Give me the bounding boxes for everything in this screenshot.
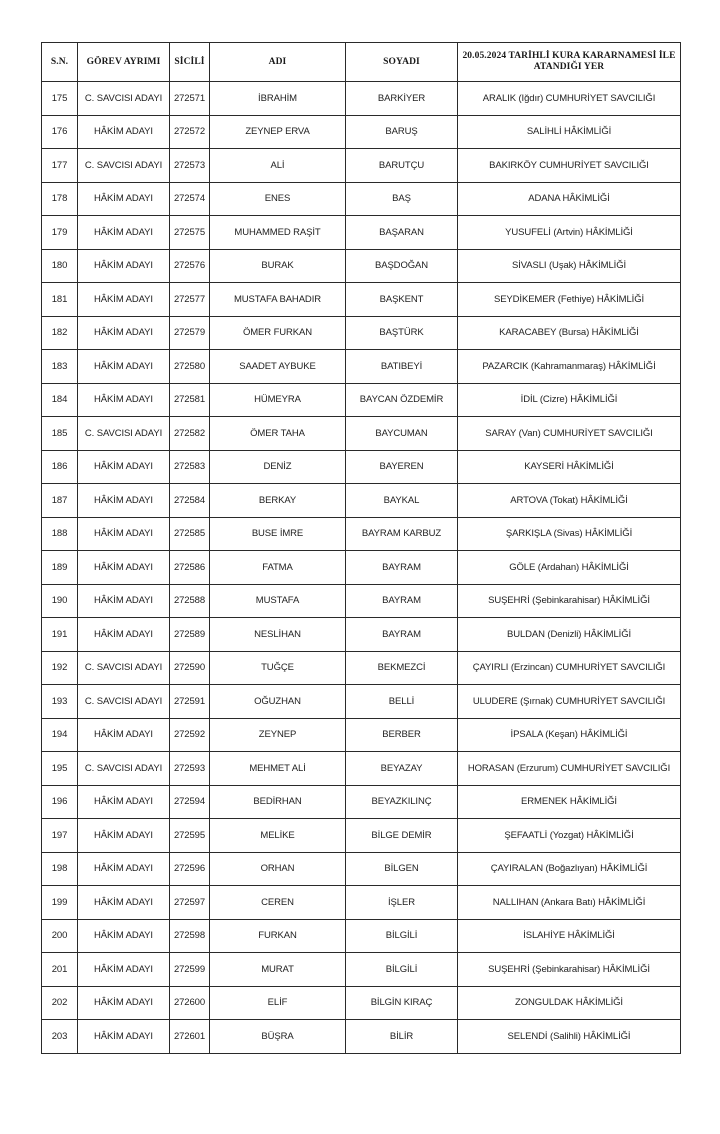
- cell-sicili: 272591: [170, 685, 210, 719]
- cell-sn: 184: [42, 383, 78, 417]
- cell-gorev-ayrimi: C. SAVCISI ADAYI: [78, 685, 170, 719]
- cell-gorev-ayrimi: HÂKİM ADAYI: [78, 919, 170, 953]
- cell-soyadi: BAYCAN ÖZDEMİR: [346, 383, 458, 417]
- cell-gorev-ayrimi: HÂKİM ADAYI: [78, 886, 170, 920]
- cell-atandigi-yer: SARAY (Van) CUMHURİYET SAVCILIĞI: [458, 417, 681, 451]
- cell-atandigi-yer: İSLAHİYE HÂKİMLİĞİ: [458, 919, 681, 953]
- cell-sn: 175: [42, 82, 78, 116]
- table-row: [42, 417, 681, 451]
- table-row: [42, 752, 681, 786]
- cell-atandigi-yer: ARALIK (Iğdır) CUMHURİYET SAVCILIĞI: [458, 82, 681, 116]
- cell-sicili: 272586: [170, 551, 210, 585]
- cell-sicili: 272573: [170, 149, 210, 183]
- cell-atandigi-yer: SUŞEHRİ (Şebinkarahisar) HÂKİMLİĞİ: [458, 953, 681, 987]
- cell-adi: TUĞÇE: [210, 651, 346, 685]
- cell-soyadi: BAŞARAN: [346, 216, 458, 250]
- cell-sicili: 272589: [170, 618, 210, 652]
- cell-adi: CEREN: [210, 886, 346, 920]
- cell-sn: 179: [42, 216, 78, 250]
- cell-adi: MUHAMMED RAŞİT: [210, 216, 346, 250]
- cell-adi: HÜMEYRA: [210, 383, 346, 417]
- cell-sn: 180: [42, 249, 78, 283]
- cell-soyadi: BAYEREN: [346, 450, 458, 484]
- table-row: [42, 249, 681, 283]
- table-row: [42, 517, 681, 551]
- cell-adi: ZEYNEP: [210, 718, 346, 752]
- table-row: [42, 350, 681, 384]
- cell-adi: ÖMER FURKAN: [210, 316, 346, 350]
- cell-sn: 201: [42, 953, 78, 987]
- cell-soyadi: BARUŞ: [346, 115, 458, 149]
- cell-sicili: 272571: [170, 82, 210, 116]
- cell-sicili: 272600: [170, 986, 210, 1020]
- cell-soyadi: BAŞ: [346, 182, 458, 216]
- cell-sn: 192: [42, 651, 78, 685]
- cell-sicili: 272599: [170, 953, 210, 987]
- cell-sicili: 272583: [170, 450, 210, 484]
- cell-sn: 196: [42, 785, 78, 819]
- cell-atandigi-yer: İPSALA (Keşan) HÂKİMLİĞİ: [458, 718, 681, 752]
- cell-adi: ALİ: [210, 149, 346, 183]
- cell-atandigi-yer: SALİHLİ HÂKİMLİĞİ: [458, 115, 681, 149]
- appointment-table: [41, 42, 681, 1054]
- cell-atandigi-yer: SELENDİ (Salihli) HÂKİMLİĞİ: [458, 1020, 681, 1054]
- cell-sicili: 272595: [170, 819, 210, 853]
- cell-sicili: 272601: [170, 1020, 210, 1054]
- header-adi: ADI: [210, 43, 346, 82]
- cell-atandigi-yer: SEYDİKEMER (Fethiye) HÂKİMLİĞİ: [458, 283, 681, 317]
- cell-gorev-ayrimi: HÂKİM ADAYI: [78, 785, 170, 819]
- cell-sn: 188: [42, 517, 78, 551]
- cell-sn: 203: [42, 1020, 78, 1054]
- cell-atandigi-yer: ÇAYIRLI (Erzincan) CUMHURİYET SAVCILIĞI: [458, 651, 681, 685]
- cell-sn: 177: [42, 149, 78, 183]
- cell-sn: 176: [42, 115, 78, 149]
- table-row: [42, 484, 681, 518]
- cell-sicili: 272582: [170, 417, 210, 451]
- cell-adi: NESLİHAN: [210, 618, 346, 652]
- cell-sicili: 272593: [170, 752, 210, 786]
- cell-gorev-ayrimi: HÂKİM ADAYI: [78, 450, 170, 484]
- table-row: [42, 383, 681, 417]
- cell-sn: 202: [42, 986, 78, 1020]
- cell-atandigi-yer: BULDAN (Denizli) HÂKİMLİĞİ: [458, 618, 681, 652]
- cell-sn: 193: [42, 685, 78, 719]
- cell-soyadi: BARKİYER: [346, 82, 458, 116]
- cell-gorev-ayrimi: HÂKİM ADAYI: [78, 718, 170, 752]
- cell-soyadi: BATIBEYİ: [346, 350, 458, 384]
- cell-soyadi: İŞLER: [346, 886, 458, 920]
- cell-adi: ELİF: [210, 986, 346, 1020]
- cell-soyadi: BİLGİLİ: [346, 953, 458, 987]
- cell-adi: MUSTAFA BAHADIR: [210, 283, 346, 317]
- cell-soyadi: BAŞTÜRK: [346, 316, 458, 350]
- cell-sicili: 272598: [170, 919, 210, 953]
- table-row: [42, 316, 681, 350]
- cell-sn: 185: [42, 417, 78, 451]
- cell-sicili: 272590: [170, 651, 210, 685]
- table-row: [42, 685, 681, 719]
- cell-soyadi: BİLGİLİ: [346, 919, 458, 953]
- table-row: [42, 182, 681, 216]
- cell-soyadi: BAYCUMAN: [346, 417, 458, 451]
- cell-atandigi-yer: ADANA HÂKİMLİĞİ: [458, 182, 681, 216]
- table-row: [42, 149, 681, 183]
- cell-atandigi-yer: İDİL (Cizre) HÂKİMLİĞİ: [458, 383, 681, 417]
- cell-sn: 187: [42, 484, 78, 518]
- table-row: [42, 986, 681, 1020]
- cell-atandigi-yer: ERMENEK HÂKİMLİĞİ: [458, 785, 681, 819]
- cell-sicili: 272592: [170, 718, 210, 752]
- cell-adi: MUSTAFA: [210, 584, 346, 618]
- cell-adi: DENİZ: [210, 450, 346, 484]
- cell-gorev-ayrimi: HÂKİM ADAYI: [78, 1020, 170, 1054]
- cell-sn: 191: [42, 618, 78, 652]
- cell-gorev-ayrimi: HÂKİM ADAYI: [78, 484, 170, 518]
- table-row: [42, 551, 681, 585]
- cell-adi: İBRAHİM: [210, 82, 346, 116]
- cell-adi: ÖMER TAHA: [210, 417, 346, 451]
- table-row: [42, 216, 681, 250]
- cell-atandigi-yer: KARACABEY (Bursa) HÂKİMLİĞİ: [458, 316, 681, 350]
- cell-adi: MURAT: [210, 953, 346, 987]
- table-row: [42, 584, 681, 618]
- cell-sn: 197: [42, 819, 78, 853]
- cell-adi: MELİKE: [210, 819, 346, 853]
- header-atandigi-yer: 20.05.2024 TARİHLİ KURA KARARNAMESİ İLE ATANDIĞI YER: [458, 43, 681, 82]
- cell-adi: BUSE İMRE: [210, 517, 346, 551]
- cell-sicili: 272581: [170, 383, 210, 417]
- cell-gorev-ayrimi: C. SAVCISI ADAYI: [78, 651, 170, 685]
- cell-adi: OĞUZHAN: [210, 685, 346, 719]
- cell-soyadi: BEYAZAY: [346, 752, 458, 786]
- cell-gorev-ayrimi: C. SAVCISI ADAYI: [78, 417, 170, 451]
- cell-atandigi-yer: ÇAYIRALAN (Boğazlıyan) HÂKİMLİĞİ: [458, 852, 681, 886]
- cell-soyadi: BİLGE DEMİR: [346, 819, 458, 853]
- cell-soyadi: BİLİR: [346, 1020, 458, 1054]
- table-row: [42, 651, 681, 685]
- cell-soyadi: BİLGİN KIRAÇ: [346, 986, 458, 1020]
- cell-sn: 195: [42, 752, 78, 786]
- cell-gorev-ayrimi: HÂKİM ADAYI: [78, 216, 170, 250]
- header-soyadi: SOYADI: [346, 43, 458, 82]
- cell-gorev-ayrimi: HÂKİM ADAYI: [78, 852, 170, 886]
- cell-sn: 183: [42, 350, 78, 384]
- cell-gorev-ayrimi: HÂKİM ADAYI: [78, 115, 170, 149]
- cell-sn: 178: [42, 182, 78, 216]
- cell-adi: SAADET AYBUKE: [210, 350, 346, 384]
- cell-sn: 200: [42, 919, 78, 953]
- cell-adi: FURKAN: [210, 919, 346, 953]
- cell-gorev-ayrimi: HÂKİM ADAYI: [78, 316, 170, 350]
- cell-atandigi-yer: KAYSERİ HÂKİMLİĞİ: [458, 450, 681, 484]
- cell-sicili: 272596: [170, 852, 210, 886]
- cell-sn: 198: [42, 852, 78, 886]
- cell-atandigi-yer: YUSUFELİ (Artvin) HÂKİMLİĞİ: [458, 216, 681, 250]
- cell-atandigi-yer: ŞEFAATLİ (Yozgat) HÂKİMLİĞİ: [458, 819, 681, 853]
- cell-sicili: 272580: [170, 350, 210, 384]
- cell-adi: BEDİRHAN: [210, 785, 346, 819]
- cell-soyadi: BEYAZKILINÇ: [346, 785, 458, 819]
- cell-sn: 181: [42, 283, 78, 317]
- cell-adi: ENES: [210, 182, 346, 216]
- cell-adi: ORHAN: [210, 852, 346, 886]
- cell-gorev-ayrimi: HÂKİM ADAYI: [78, 383, 170, 417]
- cell-gorev-ayrimi: HÂKİM ADAYI: [78, 584, 170, 618]
- cell-gorev-ayrimi: C. SAVCISI ADAYI: [78, 149, 170, 183]
- cell-sn: 182: [42, 316, 78, 350]
- cell-gorev-ayrimi: HÂKİM ADAYI: [78, 819, 170, 853]
- cell-sn: 190: [42, 584, 78, 618]
- cell-gorev-ayrimi: HÂKİM ADAYI: [78, 551, 170, 585]
- cell-adi: FATMA: [210, 551, 346, 585]
- cell-soyadi: BEKMEZCİ: [346, 651, 458, 685]
- cell-soyadi: BELLİ: [346, 685, 458, 719]
- cell-soyadi: BARUTÇU: [346, 149, 458, 183]
- cell-gorev-ayrimi: HÂKİM ADAYI: [78, 986, 170, 1020]
- cell-sicili: 272597: [170, 886, 210, 920]
- table-row: [42, 283, 681, 317]
- cell-sn: 194: [42, 718, 78, 752]
- cell-gorev-ayrimi: HÂKİM ADAYI: [78, 249, 170, 283]
- cell-soyadi: BAYRAM KARBUZ: [346, 517, 458, 551]
- cell-atandigi-yer: SİVASLI (Uşak) HÂKİMLİĞİ: [458, 249, 681, 283]
- table-row: [42, 819, 681, 853]
- cell-sn: 186: [42, 450, 78, 484]
- table-row: [42, 1020, 681, 1054]
- cell-atandigi-yer: ZONGULDAK HÂKİMLİĞİ: [458, 986, 681, 1020]
- cell-atandigi-yer: NALLIHAN (Ankara Batı) HÂKİMLİĞİ: [458, 886, 681, 920]
- table-row: [42, 82, 681, 116]
- cell-gorev-ayrimi: C. SAVCISI ADAYI: [78, 82, 170, 116]
- cell-atandigi-yer: BAKIRKÖY CUMHURİYET SAVCILIĞI: [458, 149, 681, 183]
- cell-sicili: 272594: [170, 785, 210, 819]
- cell-sicili: 272576: [170, 249, 210, 283]
- table-row: [42, 450, 681, 484]
- cell-sicili: 272572: [170, 115, 210, 149]
- cell-soyadi: BERBER: [346, 718, 458, 752]
- cell-gorev-ayrimi: HÂKİM ADAYI: [78, 182, 170, 216]
- cell-sicili: 272588: [170, 584, 210, 618]
- table-row: [42, 919, 681, 953]
- cell-sicili: 272577: [170, 283, 210, 317]
- table-header: [42, 43, 681, 82]
- table-row: [42, 953, 681, 987]
- header-sicili: SİCİLİ: [170, 43, 210, 82]
- table-row: [42, 785, 681, 819]
- table-row: [42, 618, 681, 652]
- table-row: [42, 115, 681, 149]
- table-row: [42, 886, 681, 920]
- cell-gorev-ayrimi: HÂKİM ADAYI: [78, 953, 170, 987]
- cell-sn: 199: [42, 886, 78, 920]
- cell-adi: BERKAY: [210, 484, 346, 518]
- cell-sicili: 272575: [170, 216, 210, 250]
- cell-adi: BÜŞRA: [210, 1020, 346, 1054]
- table-row: [42, 718, 681, 752]
- cell-atandigi-yer: GÖLE (Ardahan) HÂKİMLİĞİ: [458, 551, 681, 585]
- cell-atandigi-yer: PAZARCIK (Kahramanmaraş) HÂKİMLİĞİ: [458, 350, 681, 384]
- cell-gorev-ayrimi: HÂKİM ADAYI: [78, 618, 170, 652]
- cell-sicili: 272579: [170, 316, 210, 350]
- header-gorev-ayrimi: GÖREV AYRIMI: [78, 43, 170, 82]
- table-body: [42, 82, 681, 1054]
- cell-sn: 189: [42, 551, 78, 585]
- cell-soyadi: BAYRAM: [346, 551, 458, 585]
- cell-atandigi-yer: ARTOVA (Tokat) HÂKİMLİĞİ: [458, 484, 681, 518]
- cell-atandigi-yer: SUŞEHRİ (Şebinkarahisar) HÂKİMLİĞİ: [458, 584, 681, 618]
- cell-adi: ZEYNEP ERVA: [210, 115, 346, 149]
- cell-sicili: 272574: [170, 182, 210, 216]
- cell-atandigi-yer: ULUDERE (Şırnak) CUMHURİYET SAVCILIĞI: [458, 685, 681, 719]
- cell-atandigi-yer: ŞARKIŞLA (Sivas) HÂKİMLİĞİ: [458, 517, 681, 551]
- cell-adi: BURAK: [210, 249, 346, 283]
- cell-soyadi: BAŞKENT: [346, 283, 458, 317]
- cell-soyadi: BAŞDOĞAN: [346, 249, 458, 283]
- cell-gorev-ayrimi: C. SAVCISI ADAYI: [78, 752, 170, 786]
- cell-adi: MEHMET ALİ: [210, 752, 346, 786]
- cell-soyadi: BİLGEN: [346, 852, 458, 886]
- cell-sicili: 272584: [170, 484, 210, 518]
- cell-soyadi: BAYRAM: [346, 584, 458, 618]
- cell-gorev-ayrimi: HÂKİM ADAYI: [78, 283, 170, 317]
- header-row: [42, 43, 681, 82]
- cell-sicili: 272585: [170, 517, 210, 551]
- table-row: [42, 852, 681, 886]
- cell-soyadi: BAYRAM: [346, 618, 458, 652]
- cell-atandigi-yer: HORASAN (Erzurum) CUMHURİYET SAVCILIĞI: [458, 752, 681, 786]
- header-sn: S.N.: [42, 43, 78, 82]
- cell-gorev-ayrimi: HÂKİM ADAYI: [78, 517, 170, 551]
- cell-gorev-ayrimi: HÂKİM ADAYI: [78, 350, 170, 384]
- cell-soyadi: BAYKAL: [346, 484, 458, 518]
